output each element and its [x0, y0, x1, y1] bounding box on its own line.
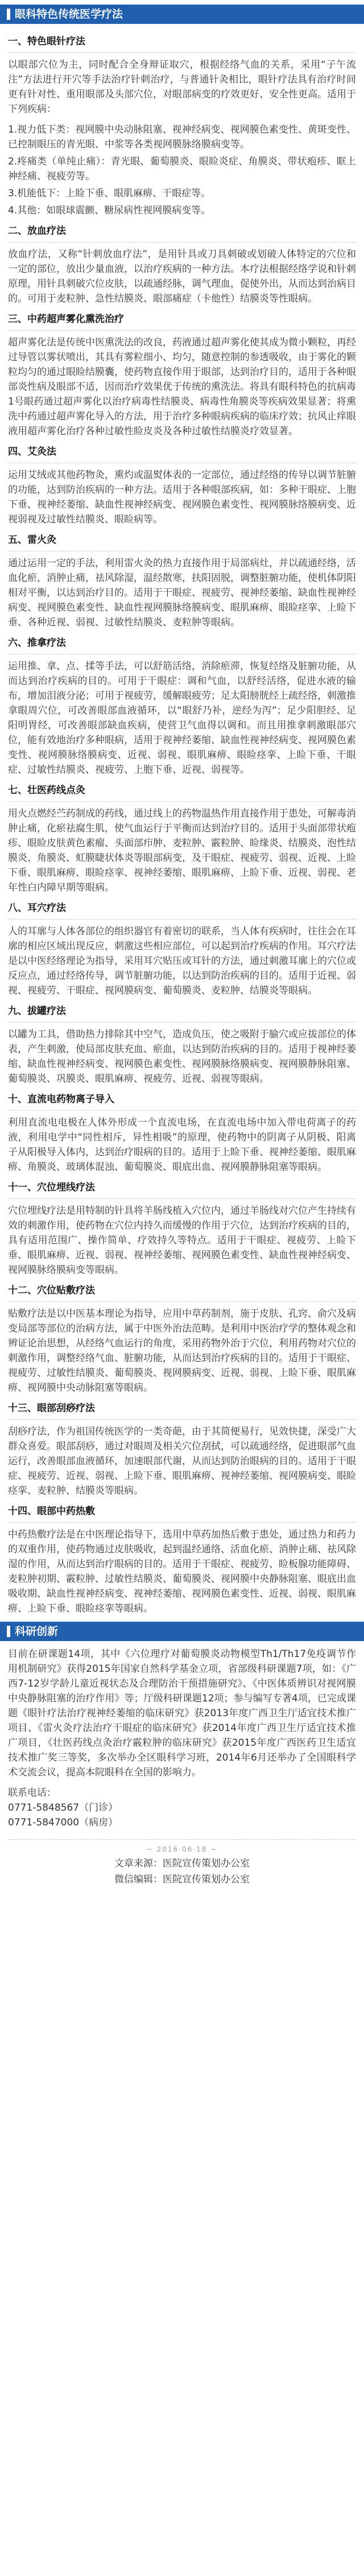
section-title: 五、雷火灸 — [8, 533, 356, 551]
section-title: 九、拔罐疗法 — [8, 1004, 356, 1023]
section-title: 十四、眼部中药热敷 — [8, 1504, 356, 1523]
section-paragraph: 运用推、拿、点、揉等手法，可以舒筋活络，消除瘀滞，恢复经络及脏腑功能，从而达到治疗疾病的目的。可用于干眼症：调和气血，以舒经活络，促进水液的输布，增加泪液分泌；可用于视疲劳，缓解眼疲劳；足太阳膀胱经上疏经络，刺激推拿眼周穴位，可改善眼部血液循环，以“眼舒乃补，逆经为泻”；足少阳胆经、足阳明胃经，可改善眼部缺血疾病，使营卫气血得以调和。而且用推拿刺激眼部穴位，能有效地治疗多种眼病，适用于视神经萎缩、缺血性视神经病变、视网膜色素变性、视网膜脉络膜病变、近视、弱视、眼肌麻痹、眼睑痉挛、上睑下垂、干眼症、过敏性结膜炎、视疲劳、上胞下垂、近视、弱视等。 — [8, 661, 356, 776]
indication-list — [8, 122, 356, 218]
section-paragraph: 刮痧疗法，作为祖国传统医学的一类奇葩，由于其简便易行，见效快捷，深受广大群众喜爱。眼部刮痧，通过对眼周及相关穴位刮拭，可以疏通经络，促进眼部气血运行，改善眼部血液循环，加速眼部代谢，从而达到防治眼病的目的。适用于干眼症、视疲劳、近视、弱视、上睑下垂、眼肌麻痹、视神经萎缩、视网膜病变、眼睑痉挛、麦粒肿、结膜炎等眼病。 — [8, 1426, 356, 1497]
section-13 — [8, 1401, 356, 1498]
divider — [8, 1839, 356, 1840]
section-2 — [8, 224, 356, 306]
phone-number[interactable]: 0771-5847000（病房） — [8, 1817, 118, 1828]
news-title: 科研创新 — [15, 1625, 59, 1638]
section-intro: 以眼部穴位为主，同时配合全身辩证取穴，根据经络气血的关系，采用“子午流注”方法进行开穴等手法治疗针刺治疗，与普通针灸相比，眼针疗法具有治疗时间更有针对性、重用眼部及头部穴位，对眼部病变的疗效更好、安全性更高。适用于下列疾病： — [8, 59, 356, 115]
banner-square-icon — [7, 9, 10, 20]
section-paragraph: 贴敷疗法是以中医基本理论为指导，应用中草药制剂，施于皮肤、孔窍、俞穴及病变局部等部位的治病方法，属于中医外治法范畴。是利用中医治疗学的整体观念和辨证论治思想，从经络气血运行的角度，采用药物外治于穴位，利用药物对穴位的刺激作用，调整经络气血、脏腑功能，从而达到治疗疾病的目的。适用于干眼症、视疲劳、过敏性结膜炎、葡萄膜炎、视网膜病变、近视、弱视、上睑下垂、眼肌麻痹、视网膜中央动脉阻塞等眼病。 — [8, 1308, 356, 1394]
section-7 — [8, 783, 356, 895]
section-paragraph: 穴位埋线疗法是用特制的针具将羊肠线植入穴位内，通过羊肠线对穴位产生持续有效的刺激作用，使药物在穴位内持久而缓慢的作用于穴位，达到治疗疾病的目的，具有适用范围广、操作简单、疗效持久等特点。适用于干眼症、视疲劳、上睑下垂、眼肌麻痹、近视、弱视、视神经萎缩、视网膜色素变性、缺血性视神经病变、视网膜脉络膜病变等眼病。 — [8, 1205, 356, 1276]
section-paragraph: 中药热敷疗法是在中医理论指导下，选用中草药加热后敷于患处，通过热力和药力的双重作用，使药物通过皮肤吸收，起到温经通络、活血化瘀、消肿止痛、祛风除湿的作用，从而达到治疗眼病的目的。适用于干眼症、视疲劳、睑板腺功能障碍、麦粒肿初期、霰粒肿、过敏性结膜炎、葡萄膜炎、视网膜中央静脉阻塞、眼底出血吸收期、缺血性视神经病变、视神经萎缩、视网膜色素变性、近视、弱视、眼肌麻痹、上睑下垂、眼睑痉挛等眼病。 — [8, 1529, 356, 1614]
section-paragraph: 超声雾化法是传统中医熏洗法的改良，药液通过超声雾化使其成为微小颗粒，再经过导管以雾状喷出，其具有雾粒细小、均匀，随意控制的参透吸收，由于雾化的颗粒均匀的通过眼睑结膜囊，使药物直接作用于眼部，达到治疗目的，适用于各种眼部炎性病及眼部不适，因而治疗效果优于传统的熏洗法。将具有眼科特色的抗病毒1号眼药通过超声雾化以治疗病毒性结膜炎、病毒性角膜炎等疾病效果显著；将熏洗中药通过超声雾化导入的方法，用于治疗多种眼病疾病的临床疗效；抗风止痒眼液用超声雾化治疗各种过敏性睑皮炎及各种过敏性结膜炎疗效显著。 — [8, 337, 356, 437]
page — [0, 5, 364, 2576]
section-14 — [8, 1504, 356, 1616]
section-paragraph: 以罐为工具，借助热力排除其中空气，造成负压，使之吸附于腧穴或应拔部位的体表，产生刺激，使局部皮肤充血、瘀血，以达到防治疾病的目的。适用于视神经萎缩、缺血性视神经病变、视网膜色素变性、视网膜脉络膜病变、视网膜静脉阻塞、葡萄膜炎、巩膜炎、眼肌麻痹、视疲劳、近视、弱视等眼病。 — [8, 1029, 356, 1085]
list-item: 4.其他：如眼球震颤、糖尿病性视网膜病变等。 — [8, 205, 211, 216]
news-section — [0, 1641, 364, 1830]
phone-number[interactable]: 0771-5848567（门诊） — [8, 1802, 118, 1813]
footer-wechat-editor: 微信编辑：医院宣传策划办公室 — [114, 1874, 250, 1885]
content — [0, 24, 364, 1616]
list-item: 2.疼痛类（单纯止痛）：青光眼、葡萄膜炎、眼睑炎症、角膜炎、带状疱疹、眶上神经痛、视疲劳等。 — [8, 156, 356, 182]
contact-title: 联系电话： — [8, 1787, 56, 1799]
section-9 — [8, 1004, 356, 1086]
news-paragraph: 目前在研课题14项，其中《六位理疗对葡萄膜炎动物模型Th1/Th17免疫调节作用机制研究》获得2015年国家自然科学基金立项，省部级科研课题7项，如：《广西7-12岁学龄儿童近视状态及合理防治干预措施研究》、《中医体质辨识对视网膜中央静脉阻塞的治疗作用》等；厅级科研课题12项；参与编写专著4项，已完成课题《眼针疗法治疗视神经萎缩的临床研究》获2013年度广西卫生厅适宜技术推广项目、《雷火灸疗法治疗干眼症的临床研究》获2014年度广西卫生厅适宜技术推广项目，《壮医药线点灸治疗霰粒肿的临床研究》获2015年度广西医药卫生适宜技术推广奖三等奖，多次举办全区眼科学习班，2014年6月还举办了全国眼科学术交流会议，提高本院眼科在全国的影响力。 — [8, 1648, 356, 1778]
section-1 — [8, 34, 356, 218]
section-12 — [8, 1283, 356, 1395]
section-banner — [0, 5, 364, 24]
section-paragraph: 利用直流电电极在人体外形成一个直流电场，在直流电场中加入带电荷离子的药液，利用电学中“同性相斥，异性相吸”的原理，使药物中的阴离子从阴极、阳离子从阳极导入体内，达到治疗眼病的目的。适用于上睑下垂、视神经萎缩、眼肌麻痹、角膜炎、玻璃体混浊、葡萄膜炎、眼底出血、视网膜静脉阻塞等眼病。 — [8, 1117, 356, 1173]
banner-title: 眼科特色传统医学疗法 — [15, 8, 123, 20]
section-title: 十一、穴位埋线疗法 — [8, 1180, 356, 1199]
section-title: 二、放血疗法 — [8, 224, 356, 242]
section-paragraph: 通过运用一定的手法，利用雷火灸的热力直接作用于局部病灶，并以疏通经络，活血化瘀，消肿止痛，祛风除湿，温经散寒，扶阳固脱，调整脏腑功能，使机体阴阳相对平衡，以达到治疗目的。适用于干眼症、视疲劳、视神经萎缩、缺血性视神经病变、视网膜色素变性、缺血性视网膜脉络膜病变、眼肌麻痹、眼睑痉挛、上睑下垂、各种近视、弱视、过敏性结膜炎、麦粒肿等眼病。 — [8, 558, 356, 628]
footer-source: 文章来源：医院宣传策划办公室 — [114, 1858, 250, 1869]
section-title: 六、推拿疗法 — [8, 636, 356, 654]
section-title: 十、直流电药物离子导入 — [8, 1092, 356, 1111]
section-paragraph: 运用艾绒或其他药物灸，熏灼或温熨体表的一定部位，通过经络的传导以调节脏腑的功能，达到防治疾病的一种方法。适用于各种眼部疾病，如：多种干眼症、上胞下垂、视神经萎缩、缺血性视神经病变、视网膜色素变性、视网膜脉络膜病变、近视弱视及过敏性结膜炎、眼睑病等。 — [8, 469, 356, 525]
section-title: 一、特色眼针疗法 — [8, 34, 356, 53]
section-paragraph: 用火点燃经苎药制成的药线，通过线上的药物温热作用直接作用于患处，可解毒消肿止痛，化瘀祛腐生肌，使气血运行于平衡而达到治疗目的。适用于头面部带状疱疹、眼睑皮肤黄色素瘤、头面部疖肿、麦粒肿、霰粒肿、睑缘炎、结膜炎、泡性结膜炎、角膜炎、虹膜睫状体炎等眼部病变，及干眼症、视疲劳、弱视、近视、上睑下垂、眼肌麻痹、眼睑痉挛、视神经萎缩、眼肌麻痹、上睑下垂、近视、弱视、老年性白内障早期等眼病。 — [8, 808, 356, 893]
section-3 — [8, 312, 356, 439]
section-paragraph: 放血疗法，又称“针刺放血疗法”，是用针具或刀具刺破或划破人体特定的穴位和一定的部位，放出少量血液，以治疗疾病的一种方法。本疗法根据经络学说和针刺原理，用针具刺破穴位皮肤，以疏通经脉，调气理血，促使外出，从而达到治病目的。可用于麦粒肿、急性结膜炎、眼部痛症（卡他性）结膜炎等性眼病。 — [8, 249, 356, 304]
section-title: 四、艾灸法 — [8, 444, 356, 463]
section-8 — [8, 901, 356, 998]
section-paragraph: 人的耳廓与人体各部位的组织器官有着密切的联系，当人体有疾病时，往往会在耳廓的相应区域出现反应，刺激这些相应部位，可以起到治疗疾病的作用。耳穴疗法是以中医经络理论为指导，采用耳穴贴压或耳针的方法，通过刺激耳廓上的穴位或反应点，通过经络传导，调节脏腑功能，以达到防治疾病的目的。适用于近视、弱视、视疲劳、干眼症、视网膜病变、葡萄膜炎、麦粒肿、结膜炎等眼病。 — [8, 926, 356, 996]
list-item: 1.视力低下类：视网膜中央动脉阻塞、视神经病变、视网膜色素变性、黄斑变性、已控制眼压的青光眼、中浆等各类视网膜脉络膜病变等。 — [8, 124, 356, 150]
section-10 — [8, 1092, 356, 1174]
list-item: 3.机能低下：上睑下垂、眼肌麻痹、干眼症等。 — [8, 188, 211, 199]
section-title: 三、中药超声雾化熏洗治疗 — [8, 312, 356, 331]
section-6 — [8, 636, 356, 777]
section-title: 十二、穴位贴敷疗法 — [8, 1283, 356, 1302]
section-11 — [8, 1180, 356, 1277]
section-title: 八、耳穴疗法 — [8, 901, 356, 920]
section-title: 十三、眼部刮痧疗法 — [8, 1401, 356, 1420]
section-5 — [8, 533, 356, 630]
section-title: 七、壮医药线点灸 — [8, 783, 356, 802]
news-banner — [0, 1622, 364, 1641]
footer-decoration: ~ 2016·06·18 ~ — [146, 1845, 218, 1853]
banner-square-icon — [7, 1626, 10, 1637]
section-4 — [8, 444, 356, 527]
